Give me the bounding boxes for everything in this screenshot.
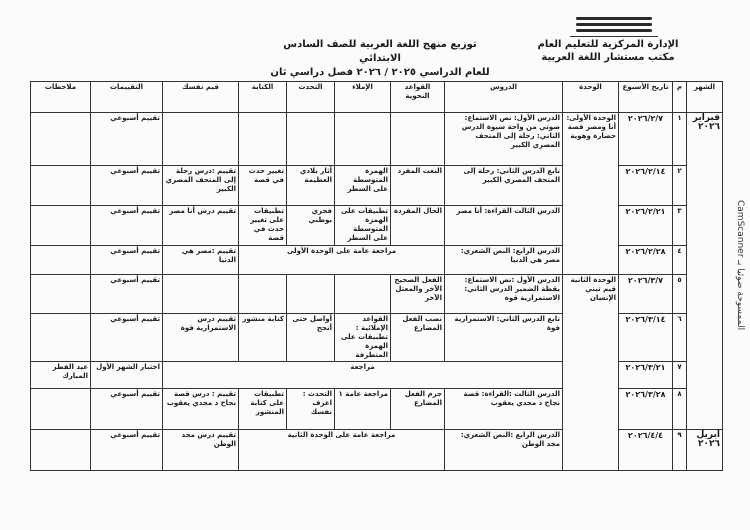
col-speaking: التحدث xyxy=(287,82,335,113)
week-date: ٢٠٢٦/٣/٢٨ xyxy=(619,389,673,430)
values-cell: تقييم :درس رحلة إلى المتحف المصري الكبير xyxy=(163,166,239,206)
col-unit: الوحدة xyxy=(563,82,619,113)
issuer-header xyxy=(528,38,688,64)
assessment-cell: تقييم أسبوعي xyxy=(91,389,163,430)
dictation-cell: مراجعة عامة ١ xyxy=(335,389,391,430)
table-row xyxy=(31,113,723,166)
grammar-cell: نصب الفعل المضارع xyxy=(391,314,445,362)
review-cell: مراجعة عامة على الوحدة الثانية xyxy=(239,430,445,471)
dictation-cell: القواعد الإملائية : تطبيقات على الهمزة المتطرفة xyxy=(335,314,391,362)
notes-cell xyxy=(31,206,91,246)
dictation-cell xyxy=(335,275,391,314)
assessment-cell: تقييم أسبوعي xyxy=(91,314,163,362)
assessment-cell: تقييم أسبوعي xyxy=(91,275,163,314)
speaking-cell xyxy=(287,113,335,166)
values-cell: تقييم درس أنا مصر xyxy=(163,206,239,246)
col-values: قيم نفسك xyxy=(163,82,239,113)
assessment-cell: تقييم أسبوعي xyxy=(91,113,163,166)
row-num: ٢ xyxy=(673,166,687,206)
row-num: ٦ xyxy=(673,314,687,362)
lessons-cell: الدرس الرابع: النص الشعري: مصر هي الدنيا xyxy=(445,246,563,275)
speaking-cell: آثار بلادي العظيمة xyxy=(287,166,335,206)
speaking-cell xyxy=(287,275,335,314)
assessment-cell: تقييم أسبوعي xyxy=(91,246,163,275)
table-row xyxy=(31,389,723,430)
row-num: ٥ xyxy=(673,275,687,314)
speaking-cell: فخري بوطني xyxy=(287,206,335,246)
lessons-cell: الدرس الأول: نص الاستماع: صوتي من واحة سيوة الدرس الثاني: رحلة إلى المتحف المصري الكبير xyxy=(445,113,563,166)
col-notes: ملاحظات xyxy=(31,82,91,113)
ministry-logo xyxy=(570,14,658,37)
dictation-cell: الهمزة المتوسطة على السطر xyxy=(335,166,391,206)
values-cell: تقييم درس الاستمرارية قوة xyxy=(163,314,239,362)
notes-cell xyxy=(31,389,91,430)
lessons-cell: تابع الدرس الثاني: الاستمرارية قوة xyxy=(445,314,563,362)
week-date: ٢٠٢٦/٣/١٤ xyxy=(619,314,673,362)
assessment-cell: اختبار الشهر الأول xyxy=(91,362,163,389)
values-cell xyxy=(163,113,239,166)
notes-cell xyxy=(31,166,91,206)
row-num: ١ xyxy=(673,113,687,166)
week-date: ٢٠٢٦/٣/٢١ xyxy=(619,362,673,389)
col-dictation: الإملاء xyxy=(335,82,391,113)
writing-cell: تطبيقات على كتابة المنشور xyxy=(239,389,287,430)
table-row xyxy=(31,362,723,389)
assessment-cell: تقييم أسبوعي xyxy=(91,430,163,471)
col-grammar: القواعد النحوية xyxy=(391,82,445,113)
table-row xyxy=(31,430,723,471)
values-cell xyxy=(163,275,239,314)
row-num: ٣ xyxy=(673,206,687,246)
notes-cell xyxy=(31,246,91,275)
row-num: ٧ xyxy=(673,362,687,389)
title-line-1: توزيع منهج اللغة العربية للصف السادس الابتدائي xyxy=(283,39,477,64)
curriculum-table xyxy=(30,81,723,471)
col-writing: الكتابة xyxy=(239,82,287,113)
week-date: ٢٠٢٦/٢/١٤ xyxy=(619,166,673,206)
document-title xyxy=(270,38,490,80)
month-cell-feb: فبراير ٢٠٢٦ xyxy=(687,113,723,430)
unit-cell: الوحدة الثانية قيم تبني الإنسان xyxy=(563,275,619,471)
unit-cell: الوحدة الأولى: أنا ومصر قصة حضارة وهوية xyxy=(563,113,619,275)
writing-cell: تغيير حدث في قصة xyxy=(239,166,287,206)
week-date: ٢٠٢٦/٢/٧ xyxy=(619,113,673,166)
lessons-cell: الدرس الأول :نص الاستماع: يقظة الضمير الدرس الثاني: الاستمرارية قوة xyxy=(445,275,563,314)
grammar-cell: الفعل الصحيح الآخر والمعتل الآخر xyxy=(391,275,445,314)
notes-cell xyxy=(31,275,91,314)
col-num: م xyxy=(673,82,687,113)
grammar-cell xyxy=(391,113,445,166)
row-num: ٩ xyxy=(673,430,687,471)
values-cell: تقييم : درس قصة نجاح د مجدي يعقوب xyxy=(163,389,239,430)
week-date: ٢٠٢٦/٤/٤ xyxy=(619,430,673,471)
notes-cell xyxy=(31,113,91,166)
dictation-cell: تطبيقات على الهمزة المتوسطة على السطر xyxy=(335,206,391,246)
grammar-cell: الحال المفردة xyxy=(391,206,445,246)
notes-cell xyxy=(31,314,91,362)
row-num: ٨ xyxy=(673,389,687,430)
values-cell: تقييم :مصر هي الدنيا xyxy=(163,246,239,275)
week-date: ٢٠٢٦/٢/٢١ xyxy=(619,206,673,246)
assessment-cell: تقييم أسبوعي xyxy=(91,206,163,246)
speaking-cell: التحدث : اعرف نفسك xyxy=(287,389,335,430)
col-assessments: التقييمات xyxy=(91,82,163,113)
table-row xyxy=(31,166,723,206)
issuer-line-2: مكتب مستشار اللغة العربية xyxy=(541,52,675,63)
grammar-cell: جزم الفعل المضارع xyxy=(391,389,445,430)
title-line-2: للعام الدراسي ٢٠٢٥ / ٢٠٢٦ فصل دراسي ثان xyxy=(270,67,490,78)
row-num: ٤ xyxy=(673,246,687,275)
scanner-watermark: CamScanner الممسوحة ضوئيا بـ xyxy=(735,199,745,331)
table-header-row xyxy=(31,82,723,113)
notes-cell xyxy=(31,430,91,471)
week-date: ٢٠٢٦/٢/٢٨ xyxy=(619,246,673,275)
values-cell: تقييم درس مجد الوطن xyxy=(163,430,239,471)
writing-cell xyxy=(239,113,287,166)
grammar-cell: النعت المفرد xyxy=(391,166,445,206)
table-row xyxy=(31,246,723,275)
speaking-cell: أواصل حتى أنجح xyxy=(287,314,335,362)
issuer-line-1: الإدارة المركزية للتعليم العام xyxy=(537,39,679,50)
col-month: الشهر xyxy=(687,82,723,113)
assessment-cell: تقييم أسبوعي xyxy=(91,166,163,206)
col-week-date: تاريخ الأسبوع xyxy=(619,82,673,113)
review-cell: مراجعة عامة على الوحدة الأولى xyxy=(239,246,445,275)
lessons-cell: الدرس الثالث :القراءة: قصة نجاح د مجدي يعقوب xyxy=(445,389,563,430)
table-row xyxy=(31,314,723,362)
lessons-cell: تابع الدرس الثاني: رحلة إلى المتحف المصري الكبير xyxy=(445,166,563,206)
table-row xyxy=(31,275,723,314)
week-date: ٢٠٢٦/٣/٧ xyxy=(619,275,673,314)
notes-cell: عيد الفطر المبارك xyxy=(31,362,91,389)
table-row xyxy=(31,206,723,246)
col-lessons: الدروس xyxy=(445,82,563,113)
writing-cell: كتابة منشور xyxy=(239,314,287,362)
lessons-cell: الدرس الرابع :النص الشعري: مجد الوطن xyxy=(445,430,563,471)
review-cell: مراجعة xyxy=(163,362,563,389)
dictation-cell xyxy=(335,113,391,166)
writing-cell: تطبيقات على تغيير حدث في قصة xyxy=(239,206,287,246)
writing-cell xyxy=(239,275,287,314)
lessons-cell: الدرس الثالث القراءة: أنا مصر xyxy=(445,206,563,246)
month-cell-apr: أبريل ٢٠٢٦ xyxy=(687,430,723,471)
